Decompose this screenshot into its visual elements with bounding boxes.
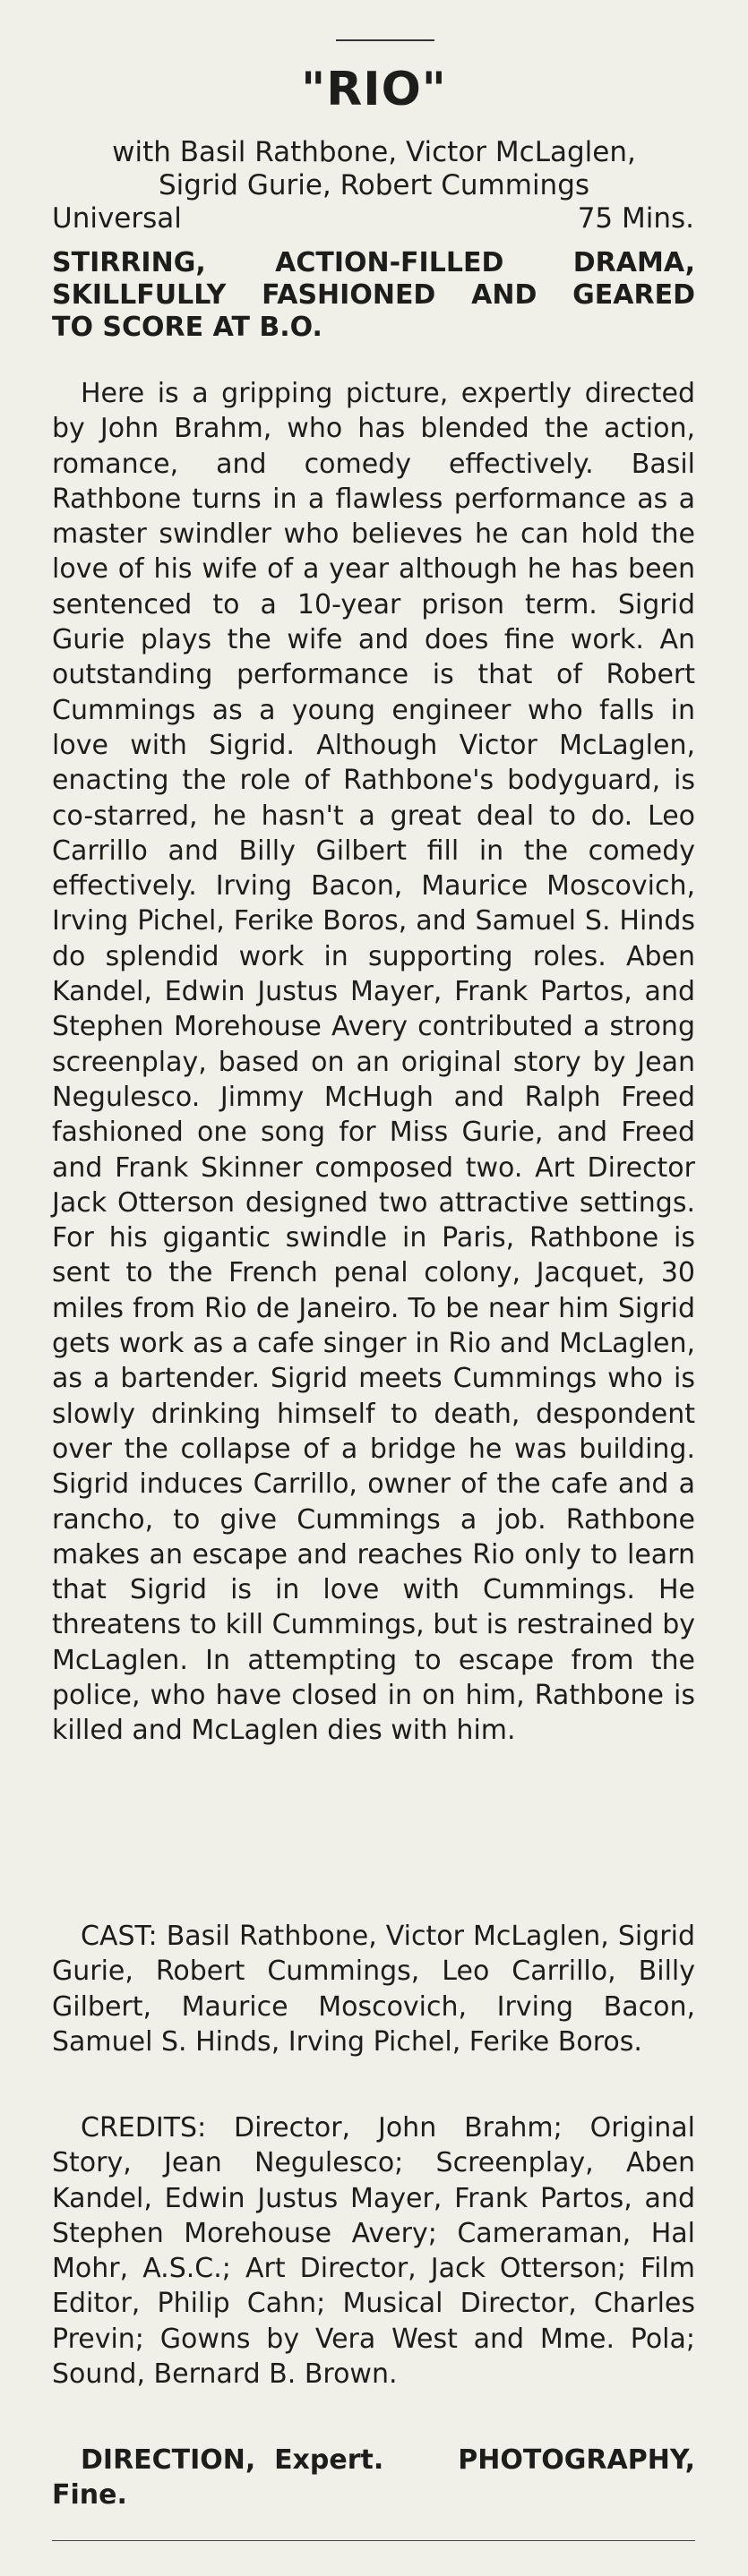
ratings — [52, 2443, 695, 2513]
cast-header-line-1: with Basil Rathbone, Victor McLaglen, — [112, 136, 636, 168]
direction-value: Expert. — [274, 2444, 384, 2476]
studio-runtime-row — [52, 202, 694, 235]
headline-line-2: SKILLFULLY FASHIONED AND GEARED — [52, 279, 695, 311]
cast-header-line-2: Sigrid Gurie, Robert Cummings — [158, 169, 590, 201]
studio: Universal — [52, 202, 182, 235]
direction-label: DIRECTION, — [81, 2444, 256, 2476]
verdict-headline — [52, 247, 695, 344]
cast-list: CAST: Basil Rathbone, Victor McLaglen, Sigrid Gurie, Robert Cummings, Leo Carrillo, Billy Gilbert, Maurice Moscovich, Irving Bacon, Samuel S. Hinds, Irving Pichel, Ferike Boros. — [52, 1921, 695, 2058]
bottom-rule — [52, 2540, 695, 2541]
photography-value: Fine. — [52, 2479, 127, 2512]
film-title: "RIO" — [301, 63, 447, 116]
runtime: 75 Mins. — [577, 202, 694, 235]
credits-list: CREDITS: Director, John Brahm; Original Story, Jean Negulesco; Screenplay, Aben Kandel, Edwin Justus Mayer, Frank Partos, and Stephen Morehouse Avery; Cameraman, Hal Mohr, A.S.C.; Art Director, Jack Otterson; Film Editor, Philip Cahn; Musical Director, Charles Previn; Gowns by Vera West and Mme. Pola; Sound, Bernard B. Brown. — [52, 2112, 695, 2391]
headline-line-3: TO SCORE AT B.O. — [52, 312, 322, 343]
headline-line-1: STIRRING, ACTION-FILLED DRAMA, — [52, 247, 695, 278]
photography-label: PHOTOGRAPHY, — [458, 2444, 695, 2476]
review-body: Here is a gripping picture, expertly directed by John Brahm, who has blended the action, romance, and comedy effectively. Basil Rathbone turns in a flawless performance as a master swindler who believes he can hold the love of his wife of a year although he has been sentenced to a 10-year prison term. Sigrid Gurie plays the wife and does fine work. An outstanding performance is that of Robert Cummings as a young engineer who falls in love with Sigrid. Although Victor McLaglen, enacting the role of Rathbone's bodyguard, is co-starred, he hasn't a great deal to do. Leo Carrillo and Billy Gilbert fill in the comedy effectively. Irving Bacon, Maurice Moscovich, Irving Pichel, Ferike Boros, and Samuel S. Hinds do splendid work in supporting roles. Aben Kandel, Edwin Justus Mayer, Frank Partos, and Stephen Morehouse Avery contributed a strong screenplay, based on an original story by Jean Negulesco. Jimmy McHugh and Ralph Freed fashioned one song for Miss Gurie, and Freed and Frank Skinner composed two. Art Director Jack Otterson designed two attractive settings. For his gigantic swindle in Paris, Rathbone is sent to the French penal colony, Jacquet, 30 miles from Rio de Janeiro. To be near him Sigrid gets work as a cafe singer in Rio and McLaglen, as a bartender. Sigrid meets Cummings who is slowly drinking himself to death, despondent over the collapse of a bridge he was building. Sigrid induces Carrillo, owner of the cafe and a rancho, to give Cummings a job. Rathbone makes an escape and reaches Rio only to learn that Sigrid is in love with Cummings. He threatens to kill Cummings, but is restrained by McLaglen. In attempting to escape from the police, who have closed in on him, Rathbone is killed and McLaglen dies with him. — [52, 378, 695, 1747]
top-rule — [336, 39, 434, 41]
